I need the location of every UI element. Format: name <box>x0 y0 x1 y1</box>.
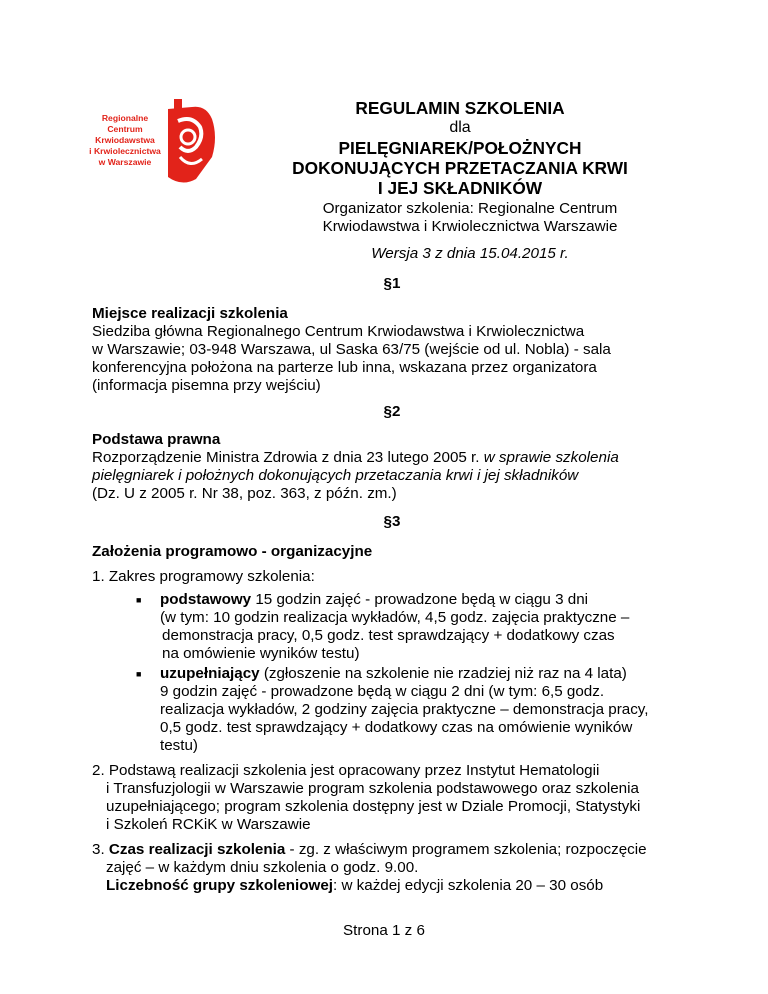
organizer-line-1: Organizator szkolenia: Regionalne Centrum <box>322 200 618 217</box>
bullet-1-line-1: podstawowy 15 godzin zajęć - prowadzone będą w ciągu 3 dni <box>160 591 589 608</box>
section-3-item-2 <box>92 762 692 834</box>
section-1-line: w Warszawie; 03-948 Warszawa, ul Saska 63/75 (wejście od ul. Nobla) - sala <box>92 341 611 358</box>
title-line-2: PIELĘGNIAREK/POŁOŻNYCH <box>338 138 582 158</box>
logo-text: Regionalne Centrum Krwiodawstwa i Krwiolecznictwa w Warszawie <box>89 113 161 167</box>
section-2-line-2: pielęgniarek i położnych dokonujących przetaczania krwi i jej składników <box>92 467 579 484</box>
organizer-line-2: Krwiodawstwa i Krwiolecznictwa Warszawie <box>322 218 618 235</box>
bullet-2-line: 9 godzin zajęć - prowadzone będą w ciągu 2 dni (w tym: 6,5 godz. <box>160 683 605 700</box>
bullet-1-line: (w tym: 10 godzin realizacja wykładów, 4,5 godz. zajęcia praktyczne – <box>160 609 630 626</box>
item-3-line-2: zajęć – w każdym dniu szkolenia o godz. 9.00. <box>106 859 419 876</box>
title-line-4: I JEJ SKŁADNIKÓW <box>377 178 543 198</box>
logo-emblem-icon <box>162 97 218 187</box>
item-2-line: i Szkoleń RCKiK w Warszawie <box>106 816 311 833</box>
bullet-1 <box>160 591 680 663</box>
bullet-1-line: demonstracja pracy, 0,5 godz. test sprawdzający + dodatkowy czas <box>162 627 615 644</box>
item-2-line: i Transfuzjologii w Warszawie program szkolenia podstawowego oraz szkolenia <box>106 780 639 797</box>
bullet-2-line-1: uzupełniający (zgłoszenie na szkolenie nie rzadziej niż raz na 4 lata) <box>160 665 627 682</box>
section-1-line: (informacja pisemna przy wejściu) <box>92 377 321 394</box>
section-symbol-3: §3 <box>383 513 401 530</box>
section-2 <box>92 431 692 503</box>
section-1 <box>92 305 692 395</box>
item-3-line-1: 3. Czas realizacji szkolenia - zg. z właściwym programem szkolenia; rozpoczęcie <box>92 841 647 858</box>
item-3-line-3: Liczebność grupy szkoleniowej: w każdej edycji szkolenia 20 – 30 osób <box>106 877 604 894</box>
section-3-heading: Założenia programowo - organizacyjne <box>92 543 373 560</box>
bullet-2-line: 0,5 godz. test sprawdzający + dodatkowy czas na omówienie wyników <box>160 719 633 736</box>
bullet-2-line: testu) <box>160 737 198 754</box>
section-1-heading: Miejsce realizacji szkolenia <box>92 305 288 322</box>
section-2-heading: Podstawa prawna <box>92 431 221 448</box>
bullet-2-line: realizacja wykładów, 2 godziny zajęcia praktyczne – demonstracja pracy, <box>160 701 649 718</box>
title-dla: dla <box>449 119 471 136</box>
document-title: REGULAMIN SZKOLENIA <box>355 98 565 118</box>
item-2-line: 2. Podstawą realizacji szkolenia jest opracowany przez Instytut Hematologii <box>92 762 600 779</box>
section-1-line: konferencyjna położona na parterze lub inna, wskazana przez organizatora <box>92 359 597 376</box>
item-2-line: uzupełniającego; program szkolenia dostępny jest w Dziale Promocji, Statystyki <box>106 798 641 815</box>
organization-logo <box>86 97 218 187</box>
title-line-3: DOKONUJĄCYCH PRZETACZANIA KRWI <box>292 158 628 178</box>
section-1-line: Siedziba główna Regionalnego Centrum Krwiodawstwa i Krwiolecznictwa <box>92 323 585 340</box>
section-symbol-2: §2 <box>383 403 401 420</box>
section-3-item-3 <box>92 841 692 895</box>
page-number: Strona 1 z 6 <box>343 922 425 939</box>
version-info: Wersja 3 z dnia 15.04.2015 r. <box>371 245 569 262</box>
section-symbol-1: §1 <box>383 275 401 292</box>
section-2-line-3: (Dz. U z 2005 r. Nr 38, poz. 363, z późn. zm.) <box>92 485 397 502</box>
bullet-2 <box>160 665 680 755</box>
section-3-item-1: 1. Zakres programowy szkolenia: <box>92 568 315 585</box>
bullet-1-line: na omówienie wyników testu) <box>162 645 360 662</box>
section-2-line-1: Rozporządzenie Ministra Zdrowia z dnia 23 lutego 2005 r. w sprawie szkolenia <box>92 449 619 466</box>
